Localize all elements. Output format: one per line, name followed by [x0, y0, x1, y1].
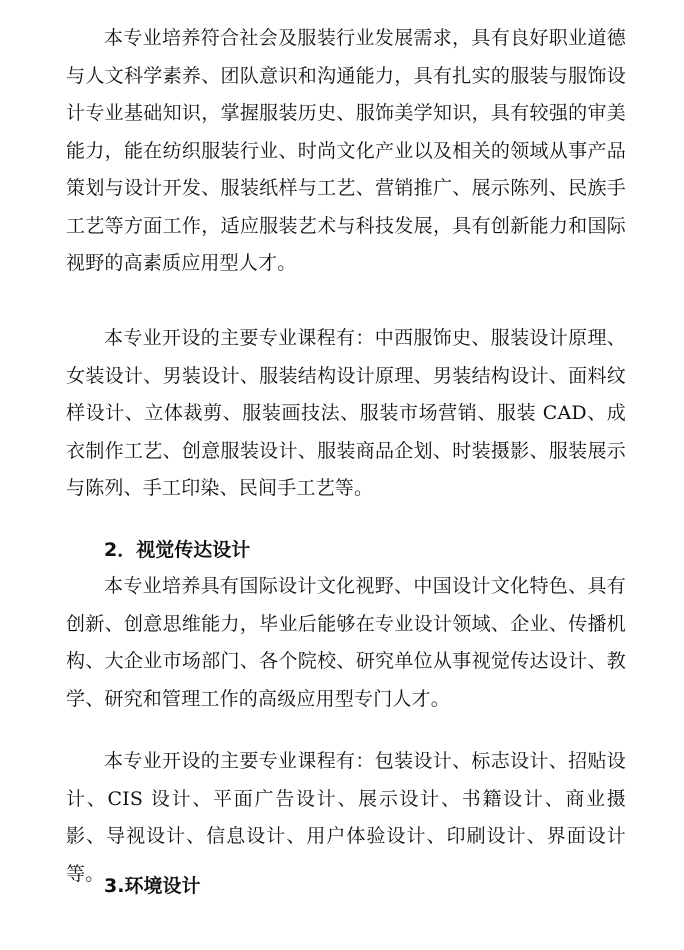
- visual-communication-courses-paragraph: 本专业开设的主要专业课程有：包装设计、标志设计、招贴设计、CIS 设计、平面广告设计、展示设计、书籍设计、商业摄影、导视设计、信息设计、用户体验设计、印刷设计、界面设计等。: [66, 750, 626, 885]
- visual-communication-heading: 2．视觉传达设计: [104, 539, 251, 561]
- environmental-design-heading: 3.环境设计: [104, 875, 201, 897]
- visual-communication-goal-paragraph: 本专业培养具有国际设计文化视野、中国设计文化特色、具有创新、创意思维能力，毕业后能够在专业设计领域、企业、传播机构、大企业市场部门、各个院校、研究单位从事视觉传达设计、教学、研究和管理工作的高级应用型专门人才。: [66, 575, 626, 710]
- fashion-design-courses-paragraph: 本专业开设的主要专业课程有：中西服饰史、服装设计原理、女装设计、男装设计、服装结构设计原理、男装结构设计、面料纹样设计、立体裁剪、服装画技法、服装市场营销、服装 CAD、成衣制作工艺、创意服装设计、服装商品企划、时装摄影、服装展示与陈列、手工印染、民间手工艺等。: [66, 327, 626, 499]
- fashion-design-goal-paragraph: 本专业培养符合社会及服装行业发展需求，具有良好职业道德与人文科学素养、团队意识和沟通能力，具有扎实的服装与服饰设计专业基础知识，掌握服装历史、服饰美学知识，具有较强的审美能力，能在纺织服装行业、时尚文化产业以及相关的领域从事产品策划与设计开发、服装纸样与工艺、营销推广、展示陈列、民族手工艺等方面工作，适应服装艺术与科技发展，具有创新能力和国际视野的高素质应用型人才。: [66, 27, 626, 274]
